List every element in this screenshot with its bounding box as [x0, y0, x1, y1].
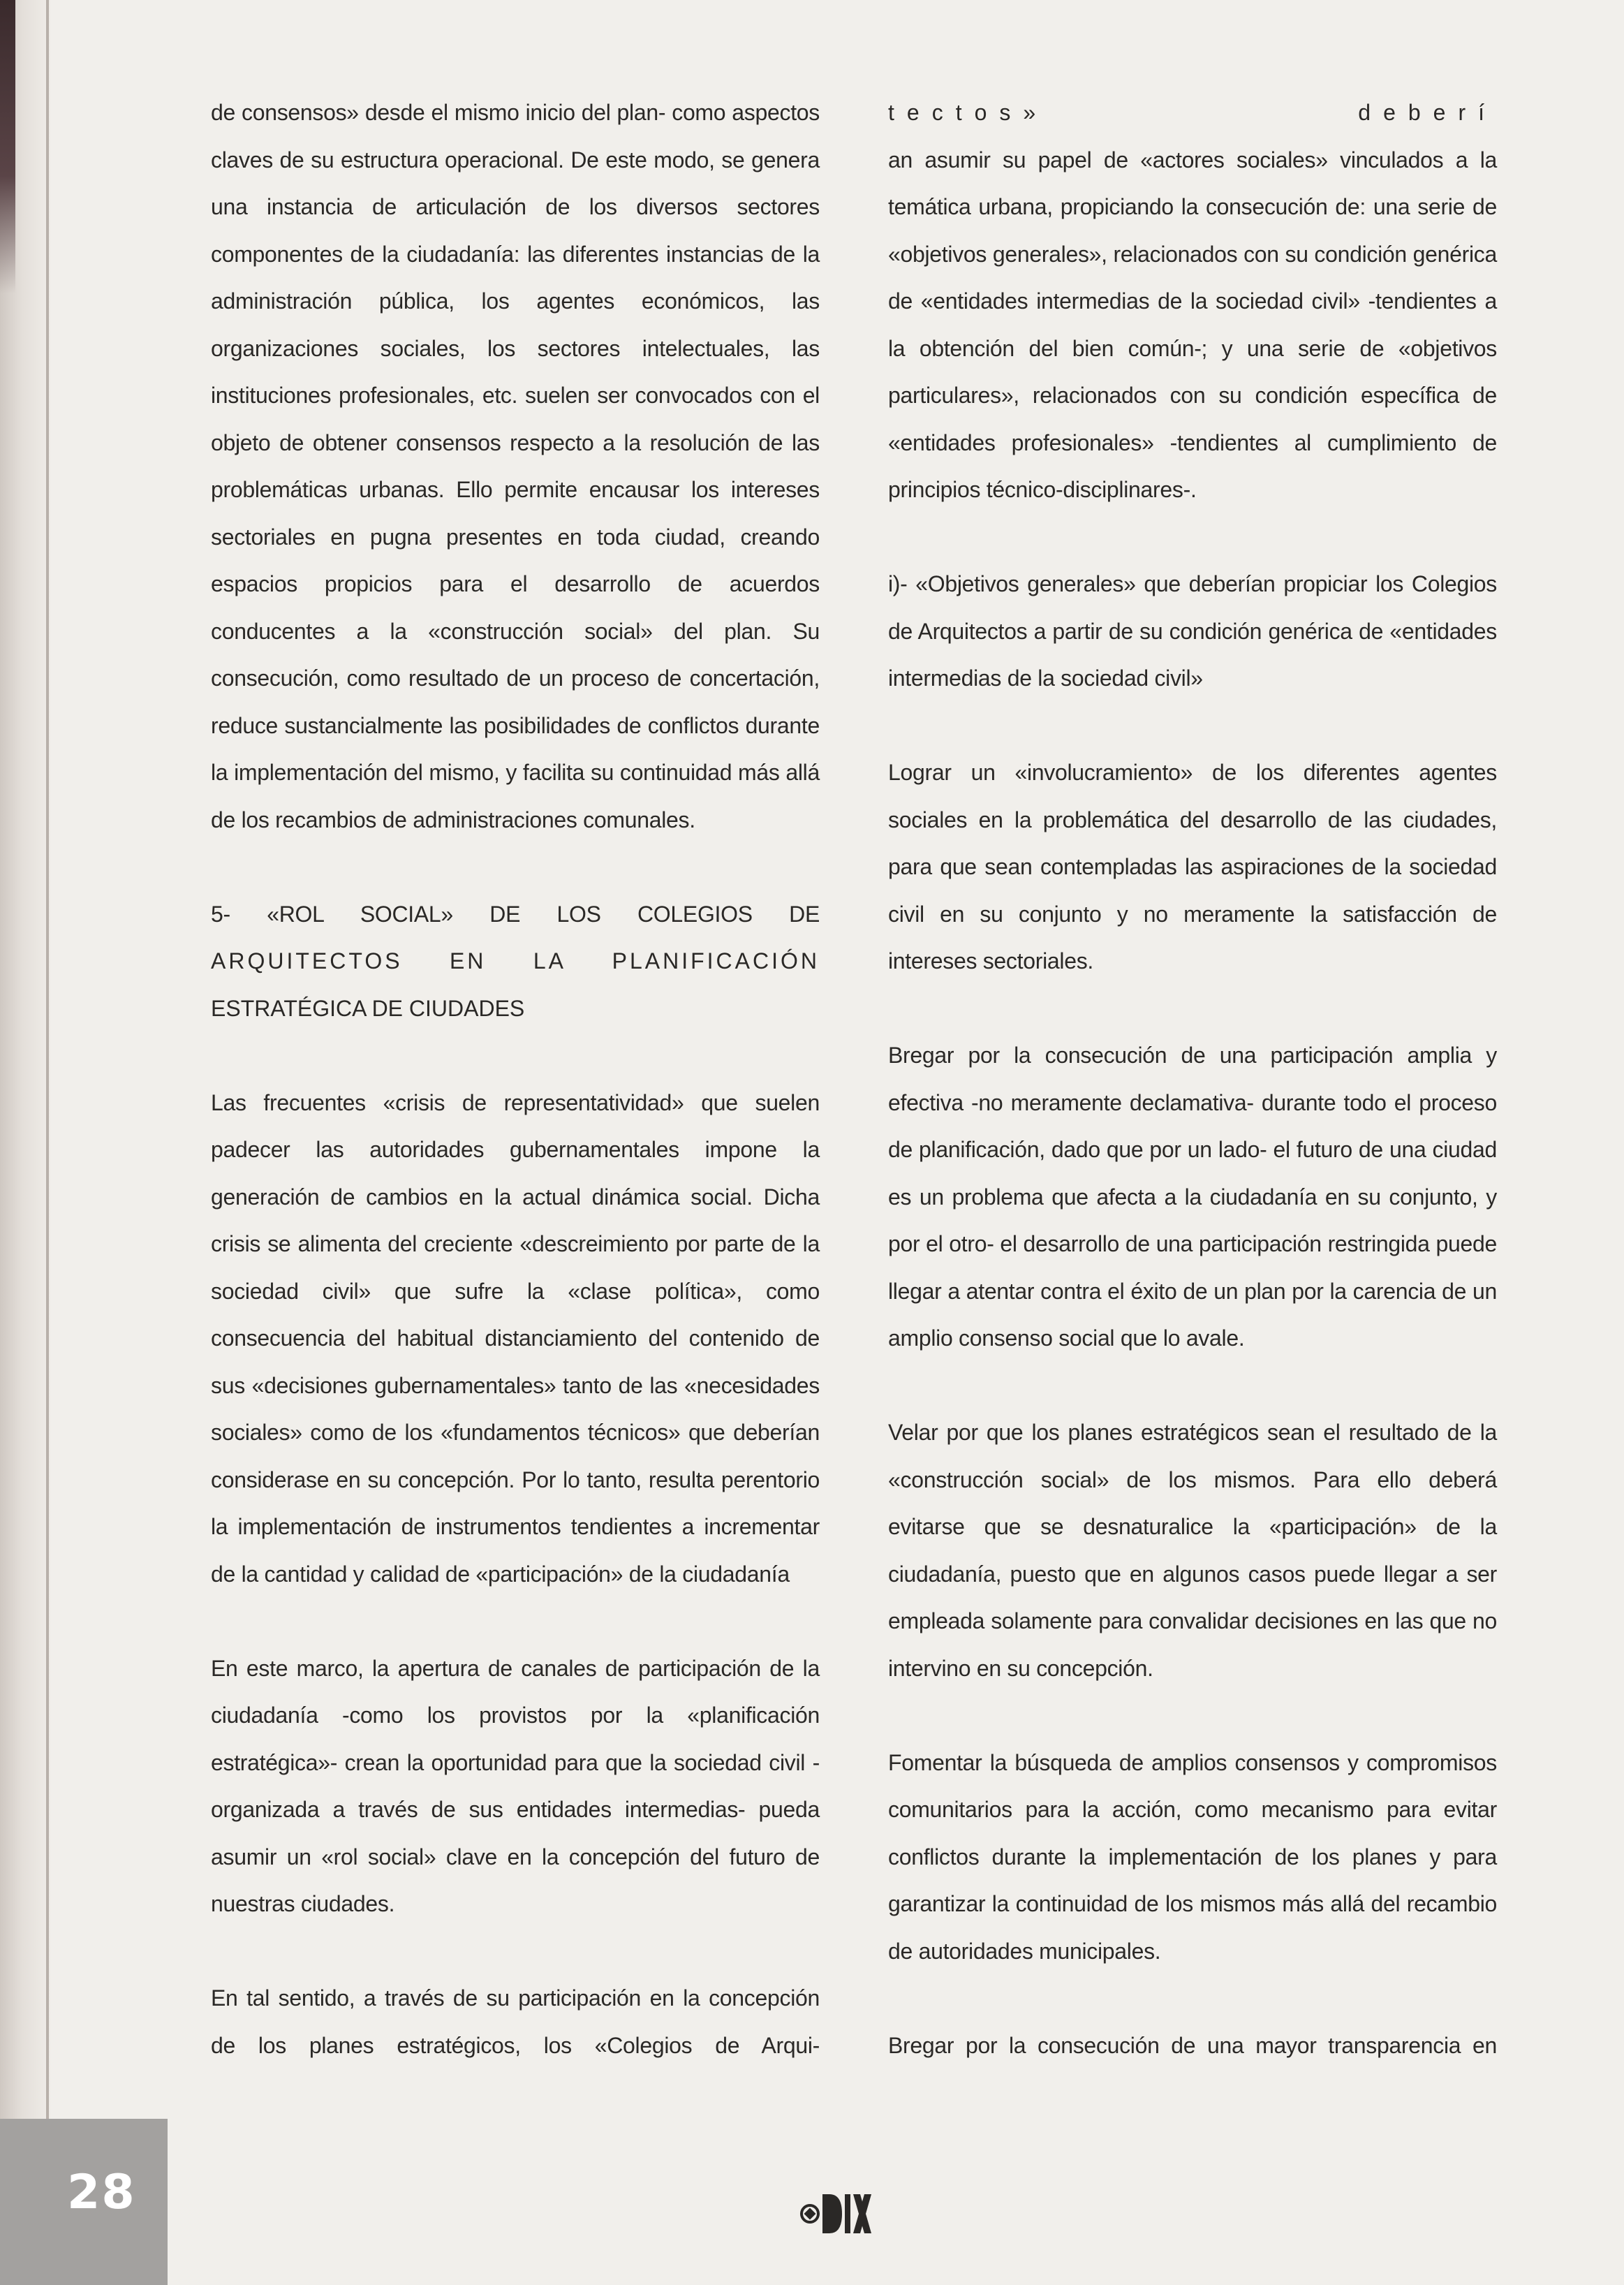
- spaced-word-start: tectos»: [888, 100, 1049, 125]
- right-spaced-line: [888, 89, 1497, 137]
- right-paragraph-1: an asumir su papel de «actores sociales» vinculados a la temática urbana, propiciando la consecución de: una serie de «objetivos generales», relacionados con su condición genérica de «entidades intermedias de la sociedad civil» -tendientes a la obtención del bien común-; y una serie de «objetivos particulares», relacionados con su condición específica de «entidades profesionales» -tendientes al cumplimiento de principios técnico-disciplinares-.: [888, 147, 1497, 502]
- section-heading-line-1: 5- «ROL SOCIAL» DE LOS COLEGIOS DE: [211, 901, 820, 927]
- right-paragraph-3: Lograr un «involucramiento» de los diferentes agentes sociales en la problemática del desarrollo de las ciudades, para que sean contempladas las aspiraciones de la sociedad civil en su conjunto y no meramente la satisfacción de intereses sectoriales.: [888, 760, 1497, 973]
- section-heading-line-2: ARQUITECTOS EN LA PLANIFICACIÓN: [211, 948, 820, 973]
- binding-line: [46, 0, 49, 2285]
- right-paragraph-7: Bregar por la consecución de una mayor transparencia en: [888, 2032, 1497, 2058]
- section-heading-line-3: ESTRATÉGICA DE CIUDADES: [211, 995, 525, 1021]
- binding-shadow: [0, 0, 15, 293]
- page-binding-edge: [0, 0, 50, 2285]
- right-paragraph-2: i)- «Objetivos generales» que deberían propiciar los Colegios de Arquitectos a partir de su condición genérica de «entidades intermedias de la sociedad civil»: [888, 571, 1497, 691]
- right-paragraph-5: Velar por que los planes estratégicos sean el resultado de la «construcción social» de los mismos. Para ello deberá evitarse que se desnaturalice la «participación» de la ciudadanía, puesto que en algunos casos puede llegar a ser empleada solamente para convalidar decisiones en las que no intervino en su concepción.: [888, 1420, 1497, 1681]
- spaced-word-end: deberí: [1358, 100, 1497, 125]
- left-paragraph-4: En tal sentido, a través de su participación en la concepción de los planes estratégicos, los «Colegios de Arqui-: [211, 1985, 820, 2058]
- left-column: [211, 89, 820, 2069]
- dix-logo-icon: [796, 2186, 873, 2242]
- left-paragraph-1: de consensos» desde el mismo inicio del plan- como aspectos claves de su estructura operacional. De este modo, se genera una instancia de articulación de los diversos sectores componentes de la ciudadanía: las diferentes instancias de la administración pública, los agentes económicos, las organizaciones sociales, los sectores intelectuales, las instituciones profesionales, etc. suelen ser convocados con el objeto de obtener consensos respecto a la resolución de las problemáticas urbanas. Ello permite encausar los intereses sectoriales en pugna presentes en toda ciudad, creando espacios propicios para el desarrollo de acuerdos conducentes a la «construcción social» del plan. Su consecución, como resultado de un proceso de concertación, reduce sustancialmente las posibilidades de conflictos durante la implementación del mismo, y facilita su continuidad más allá de los recambios de administraciones comunales.: [211, 100, 820, 832]
- right-column: [888, 89, 1497, 2069]
- left-paragraph-3: En este marco, la apertura de canales de participación de la ciudadanía -como los provistos por la «planificación estratégica»- crean la oportunidad para que la sociedad civil -organizada a través de sus entidades intermedias- pueda asumir un «rol social» clave en la concepción del futuro de nuestras ciudades.: [211, 1655, 820, 1916]
- right-paragraph-6: Fomentar la búsqueda de amplios consensos y compromisos comunitarios para la acción, como mecanismo para evitar conflictos durante la implementación de los planes y para garantizar la continuidad de los mismos más allá del recambio de autoridades municipales.: [888, 1749, 1497, 1964]
- page-number: 28: [67, 2165, 136, 2220]
- right-paragraph-4: Bregar por la consecución de una participación amplia y efectiva -no meramente declamativa- durante todo el proceso de planificación, dado que por un lado- el futuro de una ciudad es un problema que afecta a la ciudadanía en su conjunto, y por el otro- el desarrollo de una participación restringida puede llegar a atentar contra el éxito de un plan por la carencia de un amplio consenso social que lo avale.: [888, 1043, 1497, 1351]
- left-paragraph-2: Las frecuentes «crisis de representatividad» que suelen padecer las autoridades gubernamentales impone la generación de cambios en la actual dinámica social. Dicha crisis se alimenta del creciente «descreimiento por parte de la sociedad civil» que sufre la «clase política», como consecuencia del habitual distanciamiento del contenido de sus «decisiones gubernamentales» tanto de las «necesidades sociales» como de los «fundamentos técnicos» que deberían considerase en su concepción. Por lo tanto, resulta perentorio la implementación de instrumentos tendientes a incrementar de la cantidad y calidad de «participación» de la ciudadanía: [211, 1089, 820, 1587]
